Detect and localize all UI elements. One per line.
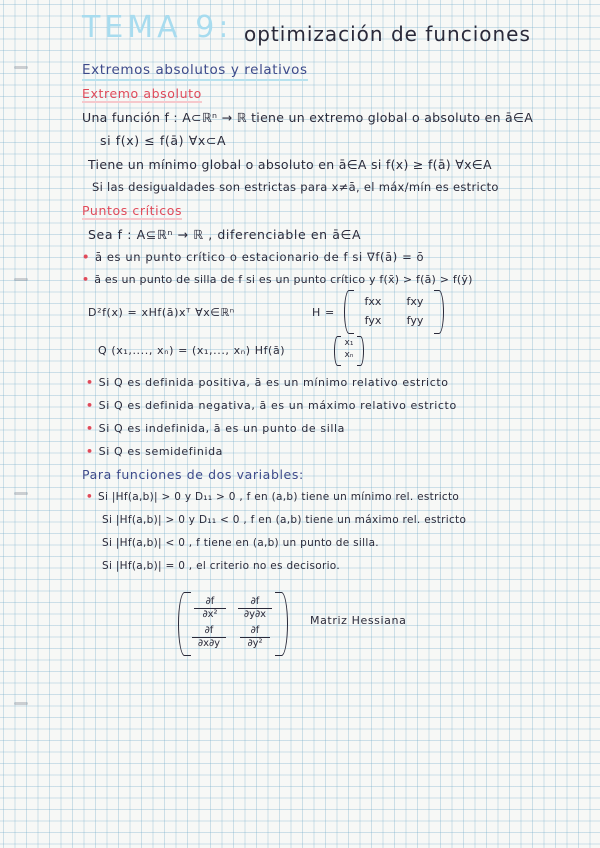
absolute-definition-line2: si f(x) ≤ f(ā) ∀x⊂A bbox=[100, 133, 227, 148]
classification-item bbox=[86, 399, 457, 412]
subheading-critical-text: Puntos críticos bbox=[82, 203, 183, 218]
partial-denominator: ∂y∂x bbox=[243, 608, 267, 620]
two-var-criterion: Si |Hf(a,b)| < 0 , f tiene en (a,b) un punto de silla. bbox=[102, 537, 379, 549]
classification-item bbox=[86, 376, 449, 389]
partial-derivative bbox=[192, 625, 226, 649]
right-paren bbox=[357, 336, 364, 366]
page-title-subject: optimización de funciones bbox=[244, 22, 531, 46]
critical-bullet-2 bbox=[82, 273, 473, 286]
two-var-criterion: Si |Hf(a,b)| > 0 y D₁₁ < 0 , f en (a,b) tiene un máximo rel. estricto bbox=[102, 514, 467, 526]
bullet-dot: • bbox=[86, 445, 94, 458]
subheading-two-variables-text: Para funciones de dos variables: bbox=[82, 467, 304, 482]
classification-text: Si Q es semidefinida bbox=[98, 445, 224, 458]
section-heading-text: Extremos absolutos y relativos bbox=[82, 62, 308, 81]
bullet-dot: • bbox=[82, 250, 90, 264]
hessian-label: H = bbox=[312, 306, 335, 319]
subheading-absolute-text: Extremo absoluto bbox=[82, 86, 202, 101]
matrix-cell: fxy bbox=[406, 295, 424, 308]
critical-bullet-1-text: ā es un punto crítico o estacionario de f si ∇f(ā) = ō bbox=[94, 250, 425, 264]
right-paren bbox=[434, 290, 444, 334]
partial-derivative bbox=[240, 625, 270, 649]
second-differential-formula: D²f(x) = xHf(ā)xᵀ ∀x∈ℝⁿ bbox=[88, 306, 235, 319]
partial-numerator: ∂f bbox=[192, 625, 226, 638]
hessian-matrix bbox=[344, 290, 444, 334]
critical-intro: Sea f : A⊆ℝⁿ → ℝ , diferenciable en ā∈A bbox=[88, 227, 362, 242]
bullet-dot: • bbox=[86, 376, 94, 389]
partial-denominator: ∂y² bbox=[247, 637, 263, 649]
subheading-absolute bbox=[82, 86, 202, 101]
hessian-matrix-label: Matriz Hessiana bbox=[310, 614, 407, 627]
absolute-definition-line1: Una función f : A⊂ℝⁿ → ℝ tiene un extremo global o absoluto en ā∈A bbox=[82, 110, 534, 125]
classification-text: Si Q es indefinida, ā es un punto de silla bbox=[98, 422, 346, 435]
right-paren bbox=[275, 592, 288, 656]
matrix-cell: fyy bbox=[406, 314, 424, 327]
critical-bullet-1 bbox=[82, 250, 424, 264]
classification-text: Si Q es definida negativa, ā es un máximo relativo estricto bbox=[98, 399, 457, 412]
vector-entry: x₁ bbox=[344, 338, 354, 348]
classification-text: Si Q es definida positiva, ā es un mínimo relativo estricto bbox=[98, 376, 449, 389]
partial-denominator: ∂x² bbox=[202, 608, 218, 620]
partial-derivative bbox=[194, 596, 226, 620]
subheading-critical bbox=[82, 203, 182, 218]
bullet-dot: • bbox=[86, 491, 94, 503]
absolute-minimum-line: Tiene un mínimo global o absoluto en ā∈A si f(x) ≥ f(ā) ∀x∈A bbox=[88, 157, 492, 172]
partial-denominator: ∂x∂y bbox=[197, 637, 221, 649]
classification-item bbox=[86, 445, 223, 458]
two-var-criterion-text: Si |Hf(a,b)| > 0 y D₁₁ > 0 , f en (a,b) tiene un mínimo rel. estricto bbox=[98, 491, 460, 503]
quadratic-form: Q (x₁,...., xₙ) = (x₁,..., xₙ) Hf(ā) bbox=[98, 344, 286, 357]
bullet-dot: • bbox=[82, 273, 90, 286]
column-vector bbox=[334, 336, 364, 366]
partial-numerator: ∂f bbox=[240, 625, 270, 638]
binder-mark bbox=[14, 702, 28, 705]
bullet-dot: • bbox=[86, 399, 94, 412]
critical-bullet-2-text: ā es un punto de silla de f si es un punto crítico y f(x̄) > f(ā) > f(ȳ) bbox=[94, 273, 473, 286]
classification-item bbox=[86, 422, 345, 435]
binder-mark bbox=[14, 66, 28, 69]
left-paren bbox=[178, 592, 191, 656]
binder-mark bbox=[14, 492, 28, 495]
two-var-criterion: Si |Hf(a,b)| = 0 , el criterio no es decisorio. bbox=[102, 560, 340, 572]
vector-entry: xₙ bbox=[344, 350, 354, 360]
left-paren bbox=[344, 290, 354, 334]
matrix-cell: fxx bbox=[364, 295, 382, 308]
absolute-strict-line: Si las desigualdades son estrictas para x≠ā, el máx/mín es estricto bbox=[92, 180, 499, 194]
binder-mark bbox=[14, 278, 28, 281]
partial-derivative bbox=[238, 596, 272, 620]
section-heading bbox=[82, 62, 308, 78]
bullet-dot: • bbox=[86, 422, 94, 435]
page-title-topic: TEMA 9: bbox=[82, 10, 233, 45]
two-var-criterion bbox=[86, 491, 459, 503]
hessian-partials-matrix bbox=[178, 592, 288, 656]
partial-numerator: ∂f bbox=[194, 596, 226, 609]
matrix-cell: fyx bbox=[364, 314, 382, 327]
partial-numerator: ∂f bbox=[238, 596, 272, 609]
subheading-two-variables bbox=[82, 467, 304, 482]
